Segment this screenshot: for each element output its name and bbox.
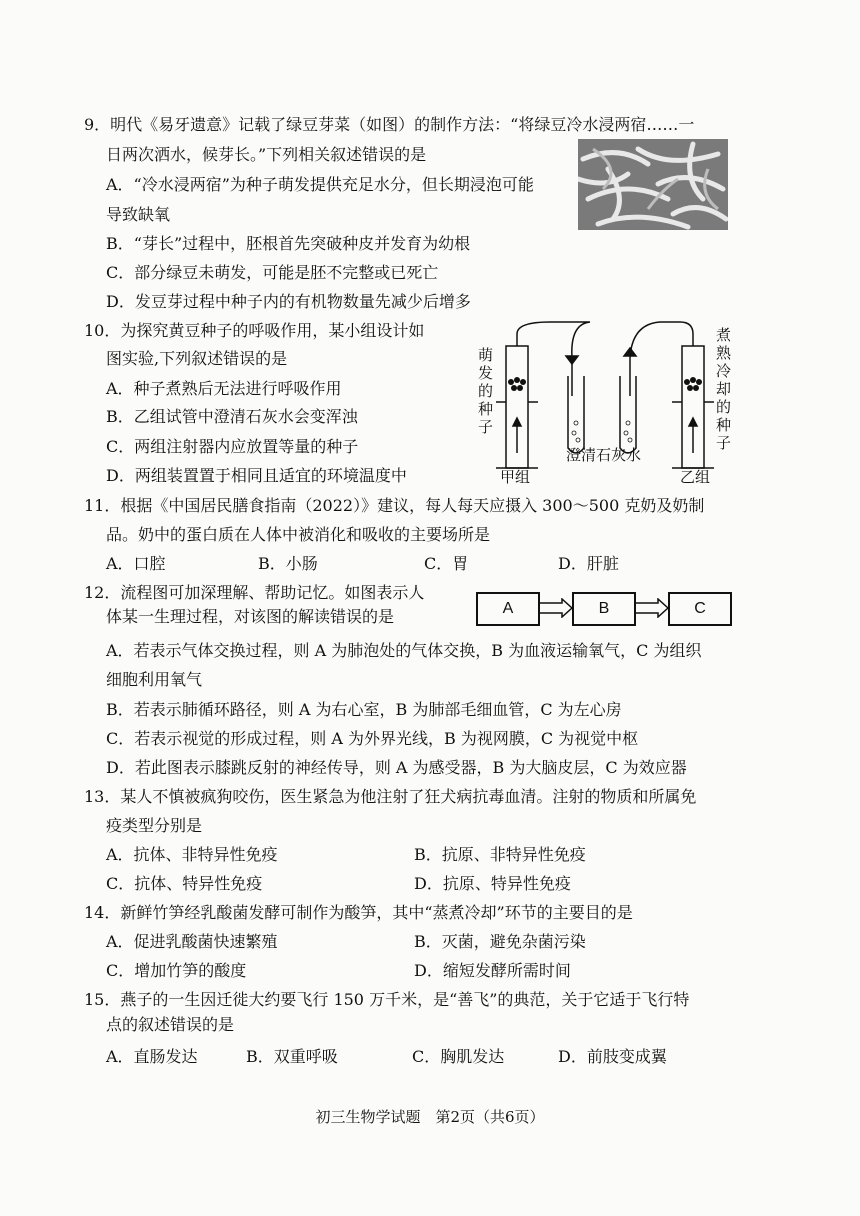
q10-stem-line2: 图实验,下列叙述错误的是: [106, 349, 288, 368]
q9-option-a-line1: A．“冷水浸两宿”为种子萌发提供充足水分，但长期浸泡可能: [106, 175, 534, 194]
q10-option-c: C．两组注射器内应放置等量的种子: [106, 437, 359, 456]
q11-option-d: D．肝脏: [558, 554, 619, 573]
bean-sprout-photo: [578, 139, 728, 230]
q14-option-c: C．增加竹笋的酸度: [106, 961, 247, 980]
q12-option-a-line2: 细胞利用氧气: [106, 670, 203, 689]
q12-option-b: B．若表示肺循环路径，则 A 为右心室，B 为肺部毛细血管，C 为左心房: [106, 700, 622, 719]
flow-box-a: A: [476, 592, 540, 626]
limewater-label: 澄清石灰水: [566, 446, 642, 464]
group-b-label: 乙组: [680, 468, 711, 486]
flow-arrow-ab: [538, 598, 574, 618]
q15-option-a: A．直肠发达: [106, 1047, 198, 1066]
q9-option-c: C．部分绿豆未萌发，可能是胚不完整或已死亡: [106, 263, 439, 282]
q11-option-c: C．胃: [424, 554, 469, 573]
q12-stem-line1: 12．流程图可加深理解、帮助记忆。如图表示人: [84, 583, 425, 602]
q11-stem-line1: 11．根据《中国居民膳食指南（2022）》建议，每人每天应摄入 300～500 克奶及奶制: [84, 496, 705, 515]
q11-stem-line2: 品。奶中的蛋白质在人体中被消化和吸收的主要场所是: [106, 525, 491, 544]
q13-stem-line2: 疫类型分别是: [106, 816, 203, 835]
q11-option-a: A．口腔: [106, 554, 166, 573]
group-a-label: 甲组: [500, 468, 531, 486]
q14-option-a: A．促进乳酸菌快速繁殖: [106, 932, 278, 951]
q12-option-c: C．若表示视觉的形成过程，则 A 为外界光线，B 为视网膜，C 为视觉中枢: [106, 729, 639, 748]
q9-option-b: B．“芽长”过程中，胚根首先突破种皮并发育为幼根: [106, 234, 471, 253]
q12-option-d: D．若此图表示膝跳反射的神经传导，则 A 为感受器，B 为大脑皮层，C 为效应器: [106, 758, 687, 777]
flow-box-c: C: [668, 592, 732, 626]
q13-option-c: C．抗体、特异性免疫: [106, 874, 263, 893]
q12-stem-line2: 体某一生理过程，对该图的解读错误的是: [106, 607, 395, 626]
q13-option-a: A．抗体、非特异性免疫: [106, 845, 278, 864]
q13-stem-line1: 13．某人不慎被疯狗咬伤，医生紧急为他注射了狂犬病抗毒血清。注射的物质和所属免: [84, 787, 697, 806]
q15-option-c: C．胸肌发达: [412, 1047, 505, 1066]
q9-stem-line2: 日两次洒水，候芽长。”下列相关叙述错误的是: [106, 145, 427, 164]
q14-stem-line1: 14．新鲜竹笋经乳酸菌发酵可制作为酸笋，其中“蒸煮冷却”环节的主要目的是: [84, 903, 633, 922]
q13-option-b: B．抗原、非特异性免疫: [414, 845, 586, 864]
q10-stem-line1: 10．为探究黄豆种子的呼吸作用，某小组设计如: [84, 321, 425, 340]
q14-option-d: D．缩短发酵所需时间: [414, 961, 571, 980]
q10-option-d: D．两组装置置于相同且适宜的环境温度中: [106, 466, 407, 485]
q15-stem-line2: 点的叙述错误的是: [106, 1015, 235, 1034]
q13-option-d: D．抗原、特异性免疫: [414, 874, 571, 893]
q15-stem-line1: 15．燕子的一生因迁徙大约要飞行 150 万千米，是“善飞”的典范，关于它适于飞行特: [84, 990, 690, 1009]
q15-option-d: D．前肢变成翼: [558, 1047, 667, 1066]
q12-option-a-line1: A．若表示气体交换过程，则 A 为肺泡处的气体交换，B 为血液运输氧气，C 为组织: [106, 641, 702, 660]
flow-arrow-bc: [634, 598, 670, 618]
boiled-seed-label: 煮 熟 冷 却 的 种 子: [716, 326, 732, 452]
flow-box-b: B: [572, 592, 636, 626]
q9-option-d: D．发豆芽过程中种子内的有机物数量先减少后增多: [106, 292, 471, 311]
q10-option-a: A．种子煮熟后无法进行呼吸作用: [106, 379, 342, 398]
q10-option-b: B．乙组试管中澄清石灰水会变浑浊: [106, 407, 358, 426]
q15-option-b: B．双重呼吸: [246, 1047, 338, 1066]
page-footer: 初三生物学试题 第2页（共6页）: [315, 1108, 545, 1126]
germinated-seed-label: 萌 发 的 种 子: [478, 346, 494, 436]
q9-option-a-line2: 导致缺氧: [106, 205, 171, 224]
q11-option-b: B．小肠: [258, 554, 318, 573]
q9-stem-line1: 9．明代《易牙遗意》记载了绿豆芽菜（如图）的制作方法：“将绿豆冷水浸两宿……一: [84, 115, 695, 134]
q14-option-b: B．灭菌，避免杂菌污染: [414, 932, 586, 951]
